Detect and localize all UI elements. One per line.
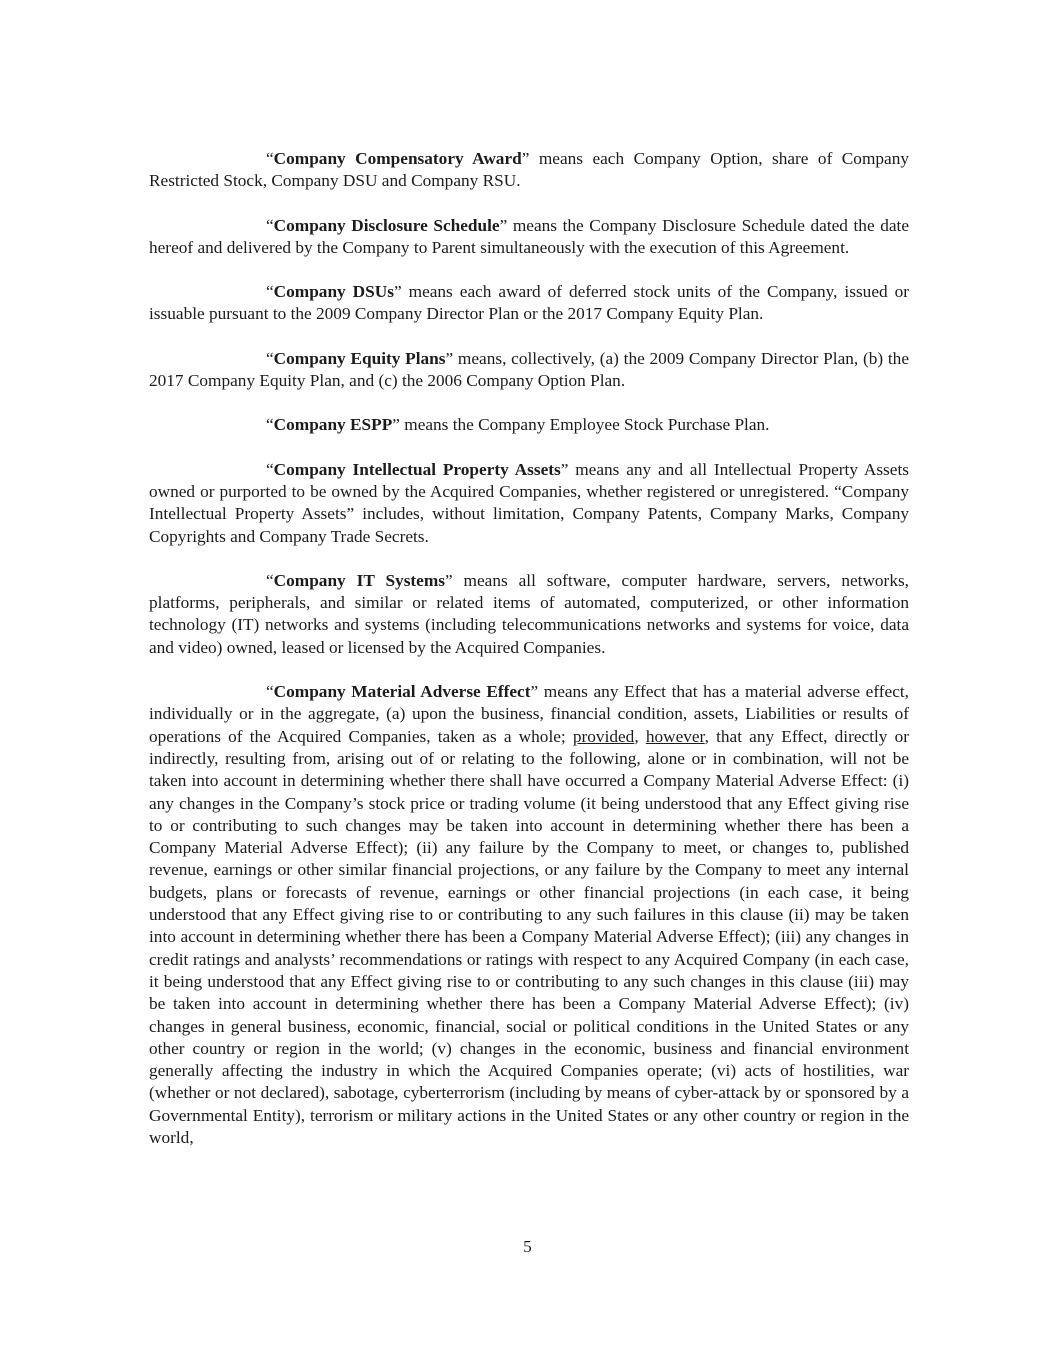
close-quote: ” [445, 348, 454, 368]
open-quote: “ [266, 459, 274, 479]
provided-underlined: provided [572, 726, 635, 746]
close-quote: ” [393, 282, 402, 302]
defined-term: Company Intellectual Property Assets [273, 459, 561, 479]
open-quote: “ [266, 215, 274, 235]
defined-term: Company Material Adverse Effect [273, 682, 531, 702]
definition-material-adverse-effect [149, 681, 909, 1149]
open-quote: “ [266, 570, 274, 590]
definition-text: means the Company Disclosure Schedule dated the date hereof and delivered by the Company to Parent simultaneously with the execution of this Agreement. [149, 215, 909, 257]
close-quote: ” [521, 149, 530, 168]
defined-term: Company Compensatory Award [273, 149, 522, 168]
definition-text: means, collectively, (a) the 2009 Company Director Plan, (b) the 2017 Company Equity Plan, and (c) the 2006 Company Option Plan. [149, 348, 909, 391]
definition-it-systems [149, 570, 909, 659]
open-quote: “ [266, 282, 274, 302]
open-quote: “ [266, 149, 274, 168]
definition-equity-plans [149, 348, 909, 393]
definition-text: means all software, computer hardware, servers, networks, platforms, peripherals, and similar or related items of automated, computerized, or other information technology (IT) networks and systems (including telecommunications networks and systems for voice, data and video) owned, leased or licensed by the Acquired Companies. [149, 570, 910, 657]
definition-text: means each award of deferred stock units of the Company, issued or issuable pursuant to the 2009 Company Director Plan or the 2017 Company Equity Plan. [149, 282, 910, 324]
defined-term: Company DSUs [273, 282, 394, 302]
definition-text: means any Effect that has a material adverse effect, individually or in the aggregate, (a) upon the business, financial condition, assets, Liabilities or results of operations of the Acquired Companies, taken as a whole; [149, 682, 909, 746]
definition-compensatory-award [149, 148, 909, 193]
document-body [149, 148, 909, 1171]
open-quote: “ [266, 348, 274, 368]
definition-disclosure-schedule [149, 215, 909, 260]
close-quote: ” [530, 682, 539, 702]
close-quote: ” [499, 215, 508, 235]
definition-dsus [149, 281, 909, 326]
open-quote: “ [266, 682, 274, 702]
definition-text: means the Company Employee Stock Purchase Plan. [399, 415, 770, 435]
defined-term: Company ESPP [273, 415, 393, 435]
defined-term: Company Disclosure Schedule [273, 215, 500, 235]
definition-text: means each Company Option, share of Company Restricted Stock, Company DSU and Company RSU. [149, 149, 909, 191]
defined-term: Company Equity Plans [273, 348, 446, 368]
open-quote: “ [266, 415, 274, 435]
close-quote: ” [444, 570, 453, 590]
comma-separator: , [634, 726, 646, 746]
definition-espp [149, 414, 909, 436]
however-underlined: however [645, 726, 705, 746]
definition-ip-assets [149, 459, 909, 548]
definition-text-continued: , that any Effect, directly or indirectly, resulting from, arising out of or relating to the following, alone or in combination, will not be taken into account in determining whether there shall have occurred a Company Material Adverse Effect: (i) any changes in the Company’s stock price or trading volume (it being understood that any Effect giving rise to or contributing to such changes may be taken into account in determining whether there has been a Company Material Adverse Effect); (ii) any failure by the Company to meet, or changes to, published revenue, earnings or other similar financial projections, or any failure by the Company to meet any internal budgets, plans or forecasts of revenue, earnings or other financial projections (in each case, it being understood that any Effect giving rise to or contributing to any such failures in this clause (ii) may be taken into account in determining whether there has been a Company Material Adverse Effect); (iii) any changes in credit ratings and analysts’ recommendations or ratings with respect to any Acquired Company (in each case, it being understood that any Effect giving rise to or contributing to any such changes in this clause (iii) may be taken into account in determining whether there has been a Company Material Adverse Effect); (iv) changes in general business, economic, financial, social or political conditions in the United States or any other country or region in the world; (v) changes in the economic, business and financial environment generally affecting the industry in which the Acquired Companies operate; (vi) acts of hostilities, war (whether or not declared), sabotage, cyberterrorism (including by means of cyber-attack by or sponsored by a Governmental Entity), terrorism or military actions in the United States or any other country or region in the world, [149, 726, 910, 1147]
definition-text: means any and all Intellectual Property Assets owned or purported to be owned by the Acquired Companies, whether registered or unregistered. “Company Intellectual Property Assets” includes, without limitation, Company Patents, Company Marks, Company Copyrights and Company Trade Secrets. [149, 459, 909, 546]
close-quote: ” [392, 415, 400, 435]
defined-term: Company IT Systems [273, 570, 445, 590]
page-number: 5 [523, 1237, 532, 1256]
close-quote: ” [560, 459, 569, 479]
